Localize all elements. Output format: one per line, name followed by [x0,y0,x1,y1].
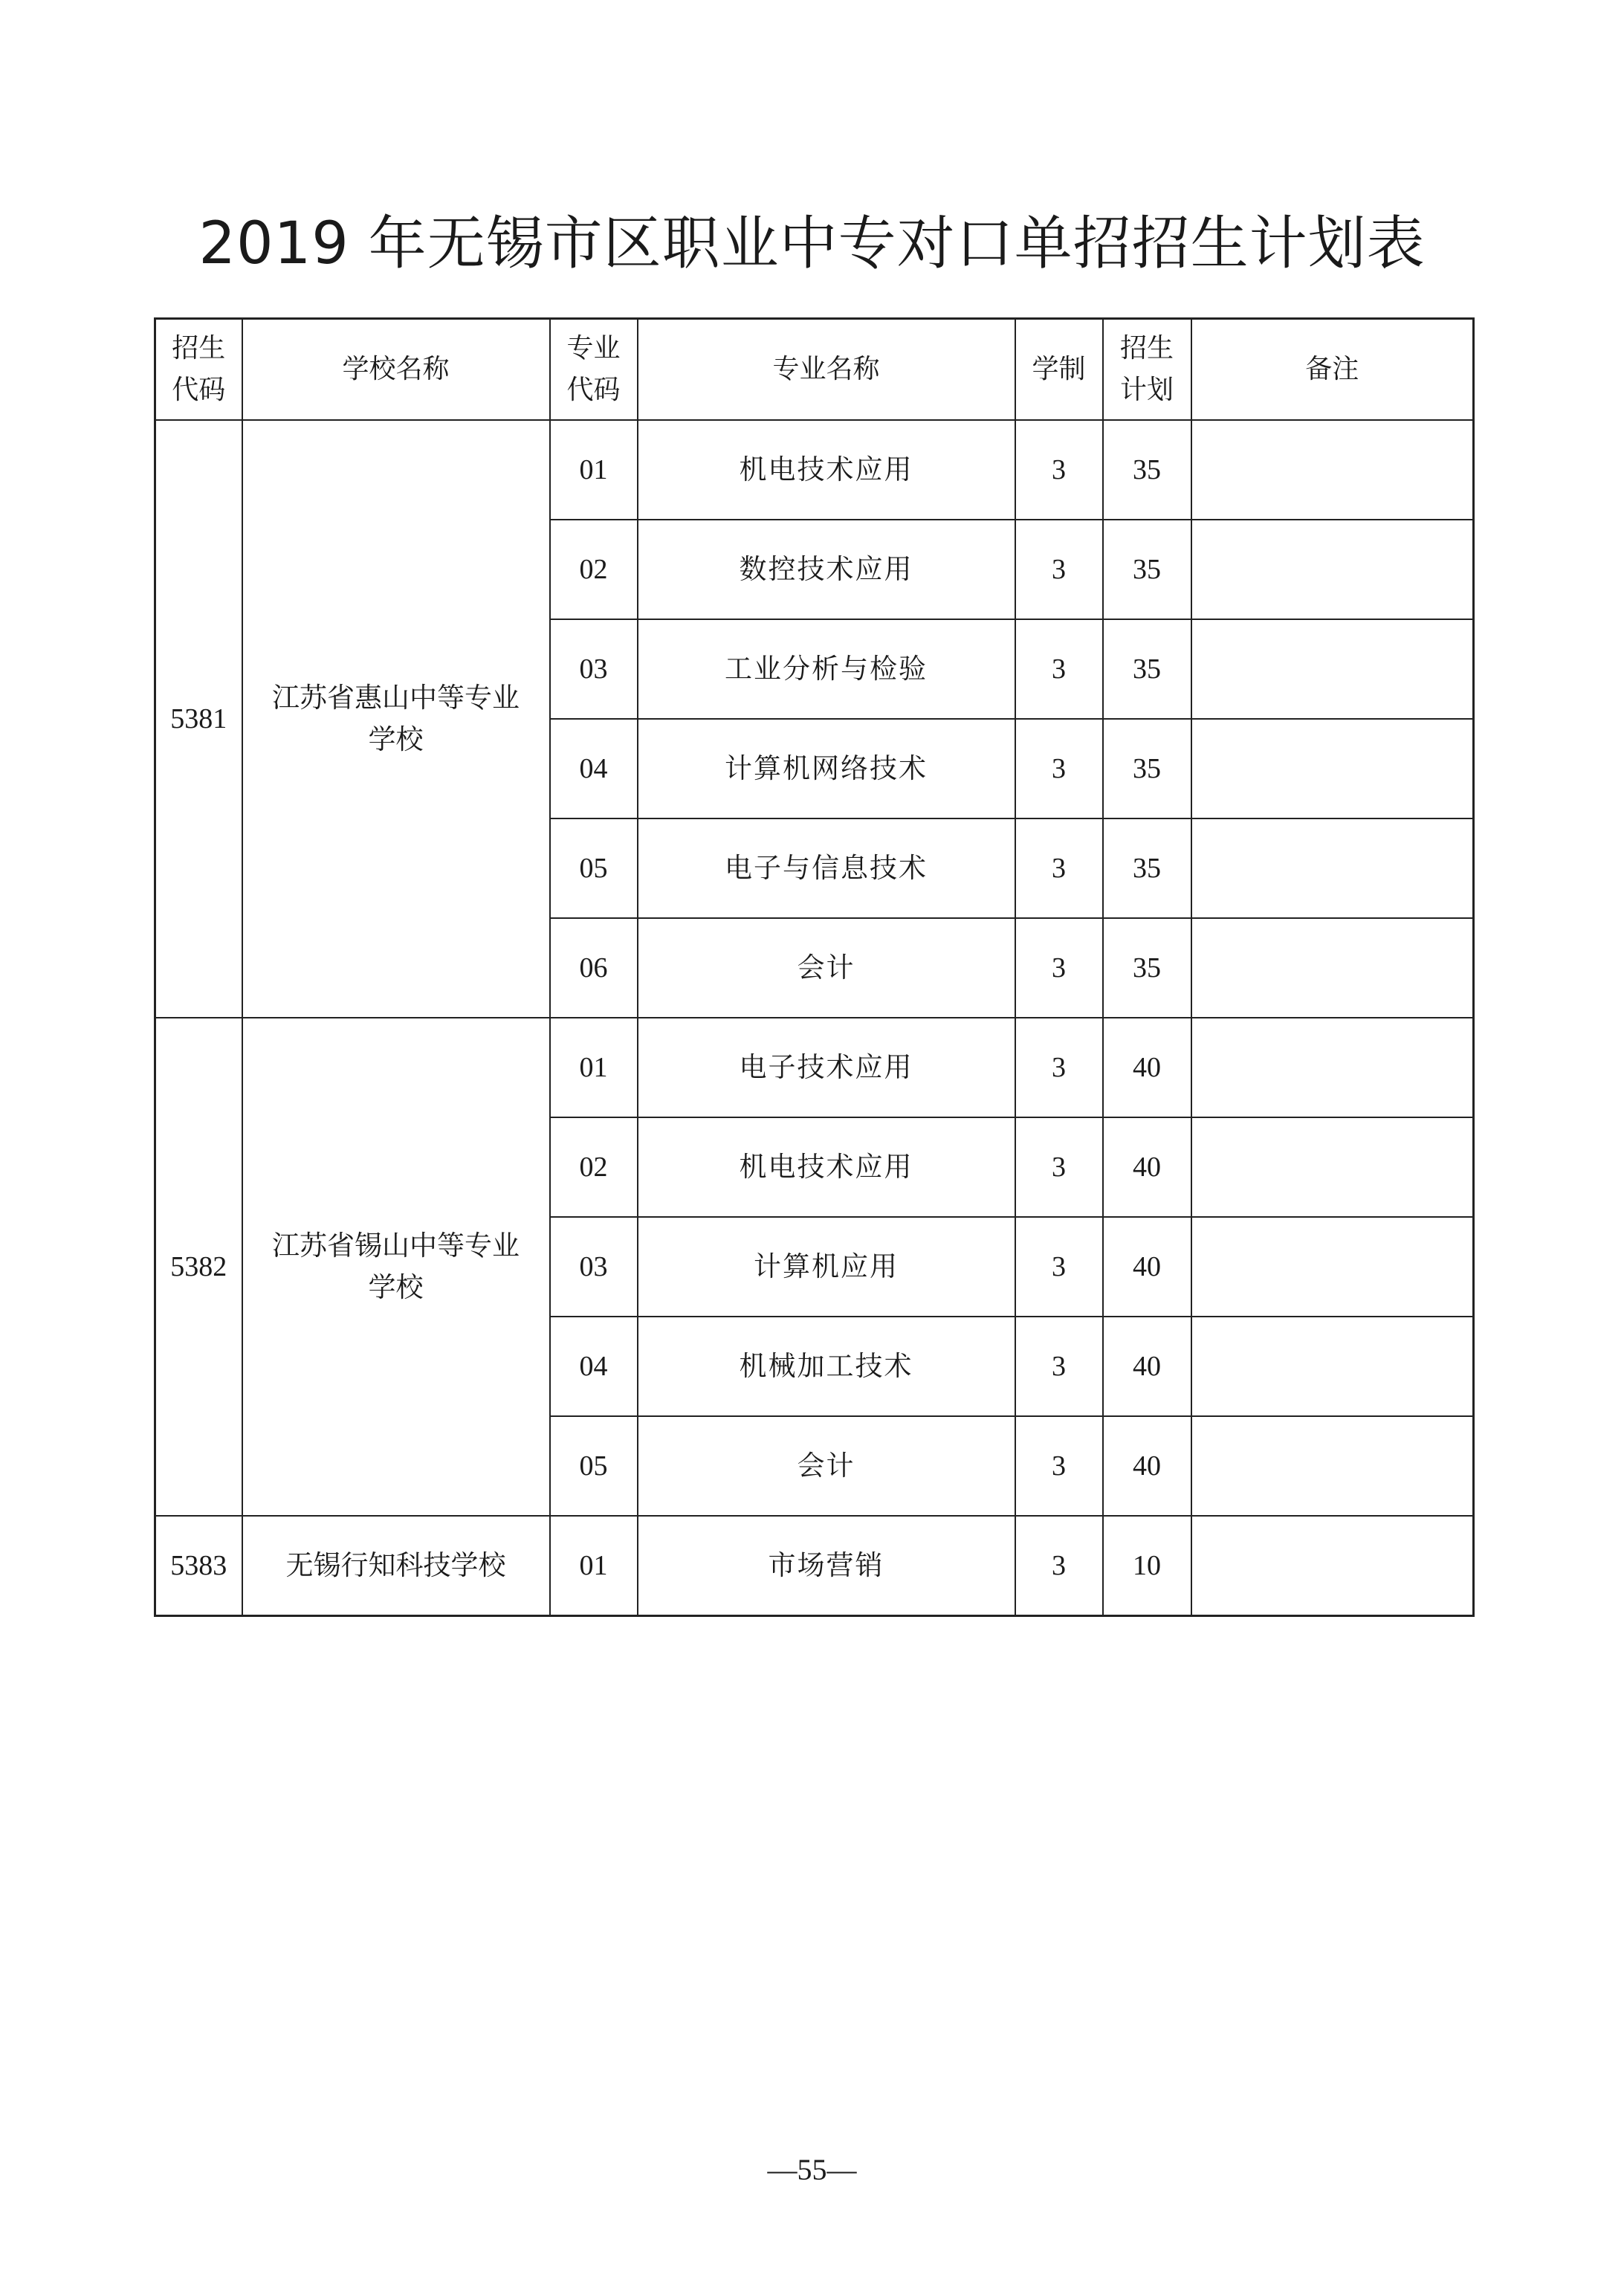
quota-cell: 35 [1103,818,1191,918]
years-cell: 3 [1015,1117,1103,1217]
years-cell: 3 [1015,1018,1103,1117]
remark-cell [1191,1217,1474,1317]
school-code-cell: 5383 [155,1516,242,1616]
years-cell: 3 [1015,1217,1103,1317]
header-school-code: 招生 代码 [155,319,242,421]
remark-cell [1191,619,1474,719]
page-number: —55— [767,2153,857,2186]
major-name-cell: 工业分析与检验 [638,619,1015,719]
quota-cell: 35 [1103,719,1191,818]
major-code-cell: 03 [550,1217,638,1317]
remark-cell [1191,719,1474,818]
years-cell: 3 [1015,619,1103,719]
years-cell: 3 [1015,520,1103,619]
major-code-cell: 02 [550,520,638,619]
major-name-cell: 计算机应用 [638,1217,1015,1317]
table-body [155,420,1474,1616]
quota-cell: 40 [1103,1317,1191,1416]
major-code-cell: 05 [550,1416,638,1516]
school-code-cell: 5381 [155,420,242,1018]
quota-cell: 40 [1103,1018,1191,1117]
quota-cell: 40 [1103,1217,1191,1317]
years-cell: 3 [1015,719,1103,818]
quota-cell: 10 [1103,1516,1191,1616]
school-name-cell: 无锡行知科技学校 [242,1516,550,1616]
enrollment-plan-table [154,317,1475,1617]
table-row [155,420,1474,520]
major-code-cell: 04 [550,1317,638,1416]
quota-cell: 35 [1103,918,1191,1018]
major-name-cell: 计算机网络技术 [638,719,1015,818]
major-code-cell: 03 [550,619,638,719]
quota-cell: 35 [1103,520,1191,619]
major-code-cell: 04 [550,719,638,818]
remark-cell [1191,1018,1474,1117]
major-name-cell: 市场营销 [638,1516,1015,1616]
remark-cell [1191,918,1474,1018]
header-quota: 招生 计划 [1103,319,1191,421]
years-cell: 3 [1015,818,1103,918]
quota-cell: 40 [1103,1416,1191,1516]
table-row [155,1018,1474,1117]
remark-cell [1191,1516,1474,1616]
major-name-cell: 会计 [638,1416,1015,1516]
major-code-cell: 01 [550,1516,638,1616]
quota-cell: 35 [1103,619,1191,719]
remark-cell [1191,420,1474,520]
years-cell: 3 [1015,1317,1103,1416]
header-major-code: 专业 代码 [550,319,638,421]
header-school-name: 学校名称 [242,319,550,421]
years-cell: 3 [1015,1516,1103,1616]
major-name-cell: 机电技术应用 [638,420,1015,520]
table-header-row [155,319,1474,421]
years-cell: 3 [1015,420,1103,520]
major-name-cell: 机电技术应用 [638,1117,1015,1217]
header-remarks: 备注 [1191,319,1474,421]
major-code-cell: 06 [550,918,638,1018]
major-name-cell: 机械加工技术 [638,1317,1015,1416]
major-code-cell: 05 [550,818,638,918]
header-major-name: 专业名称 [638,319,1015,421]
major-code-cell: 01 [550,420,638,520]
school-name-cell: 江苏省惠山中等专业学校 [242,420,550,1018]
school-name-cell: 江苏省锡山中等专业学校 [242,1018,550,1516]
major-code-cell: 02 [550,1117,638,1217]
table-row [155,1516,1474,1616]
remark-cell [1191,1117,1474,1217]
remark-cell [1191,520,1474,619]
quota-cell: 40 [1103,1117,1191,1217]
header-years: 学制 [1015,319,1103,421]
page-title: 2019 年无锡市区职业中专对口单招招生计划表 [198,210,1426,277]
major-name-cell: 电子技术应用 [638,1018,1015,1117]
remark-cell [1191,818,1474,918]
major-name-cell: 数控技术应用 [638,520,1015,619]
major-name-cell: 电子与信息技术 [638,818,1015,918]
years-cell: 3 [1015,1416,1103,1516]
major-name-cell: 会计 [638,918,1015,1018]
years-cell: 3 [1015,918,1103,1018]
quota-cell: 35 [1103,420,1191,520]
major-code-cell: 01 [550,1018,638,1117]
school-code-cell: 5382 [155,1018,242,1516]
remark-cell [1191,1416,1474,1516]
remark-cell [1191,1317,1474,1416]
